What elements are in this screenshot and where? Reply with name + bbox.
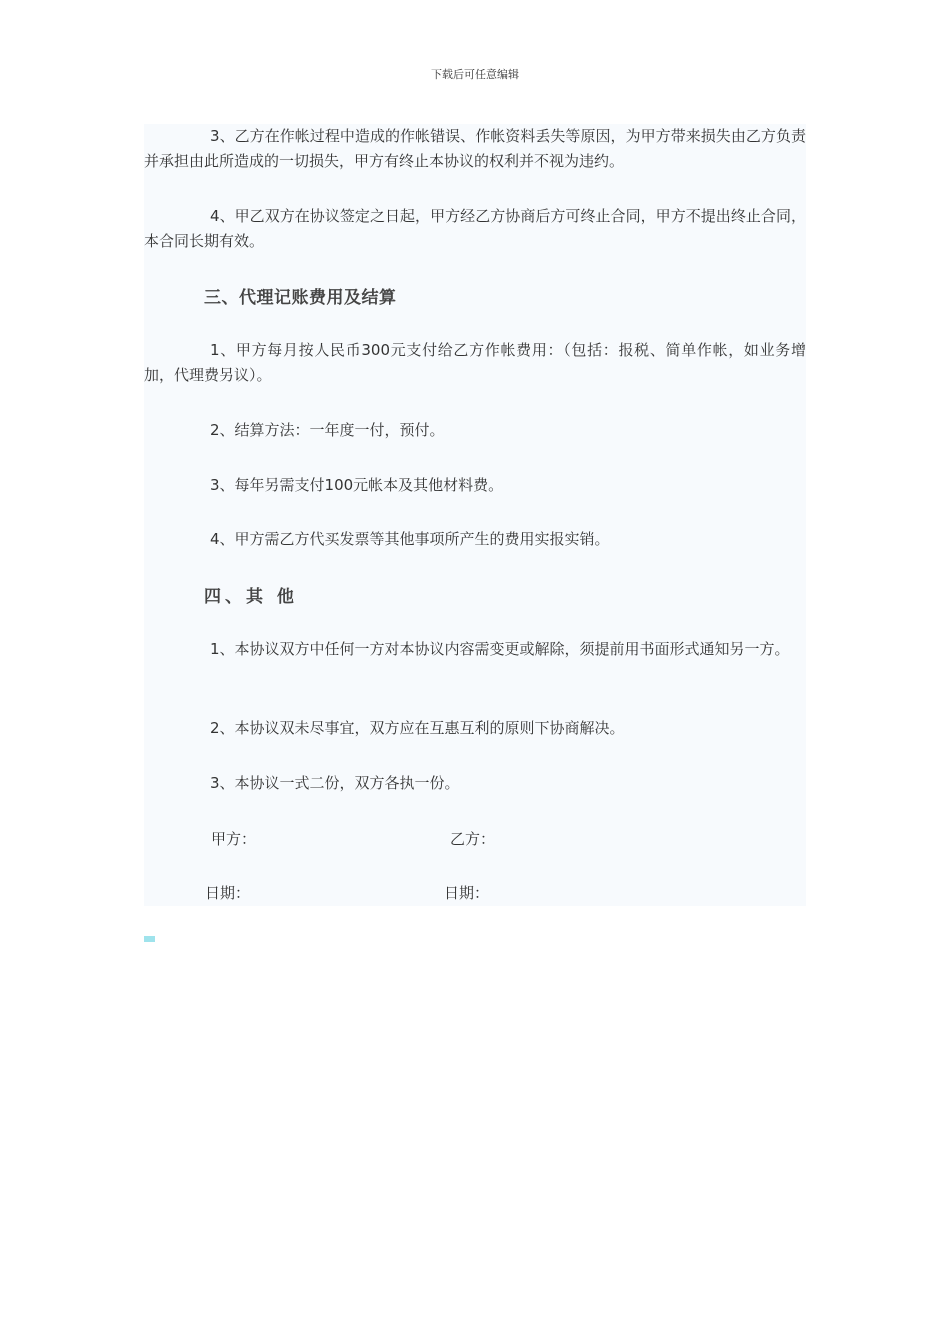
section-3-heading: 三、代理记账费用及结算	[204, 288, 397, 308]
clause-3-1: 1、甲方每月按人民币300元支付给乙方作帐费用：（包括：报税、简单作帐，如业务增加，代理费另议）。	[144, 341, 806, 384]
clause-2-3: 3、乙方在作帐过程中造成的作帐错误、作帐资料丢失等原因，为甲方带来损失由乙方负责并承担由此所造成的一切损失，甲方有终止本协议的权利并不视为违约。	[144, 127, 806, 170]
date-a-label: 日期：	[205, 884, 251, 902]
clause-4-3: 3、本协议一式二份，双方各执一份。	[210, 774, 460, 792]
corner-mark	[144, 936, 155, 942]
date-b-label: 日期：	[444, 884, 490, 902]
clause-4-1: 1、本协议双方中任何一方对本协议内容需变更或解除，须提前用书面形式通知另一方。	[210, 640, 790, 658]
party-b-label: 乙方：	[450, 830, 496, 848]
clause-3-4: 4、甲方需乙方代买发票等其他事项所产生的费用实报实销。	[210, 530, 610, 548]
section-4-heading: 四、其 他	[204, 587, 298, 607]
clause-2-4: 4、甲乙双方在协议签定之日起，甲方经乙方协商后方可终止合同，甲方不提出终止合同，本合同长期有效。	[144, 207, 806, 250]
clause-3-2: 2、结算方法：一年度一付，预付。	[210, 421, 445, 439]
clause-3-3: 3、每年另需支付100元帐本及其他材料费。	[210, 476, 504, 494]
clause-4-2: 2、本协议双未尽事宜，双方应在互惠互利的原则下协商解决。	[210, 719, 625, 737]
header-note: 下载后可任意编辑	[431, 68, 519, 81]
agreement-body	[144, 124, 806, 906]
party-a-label: 甲方：	[211, 830, 257, 848]
